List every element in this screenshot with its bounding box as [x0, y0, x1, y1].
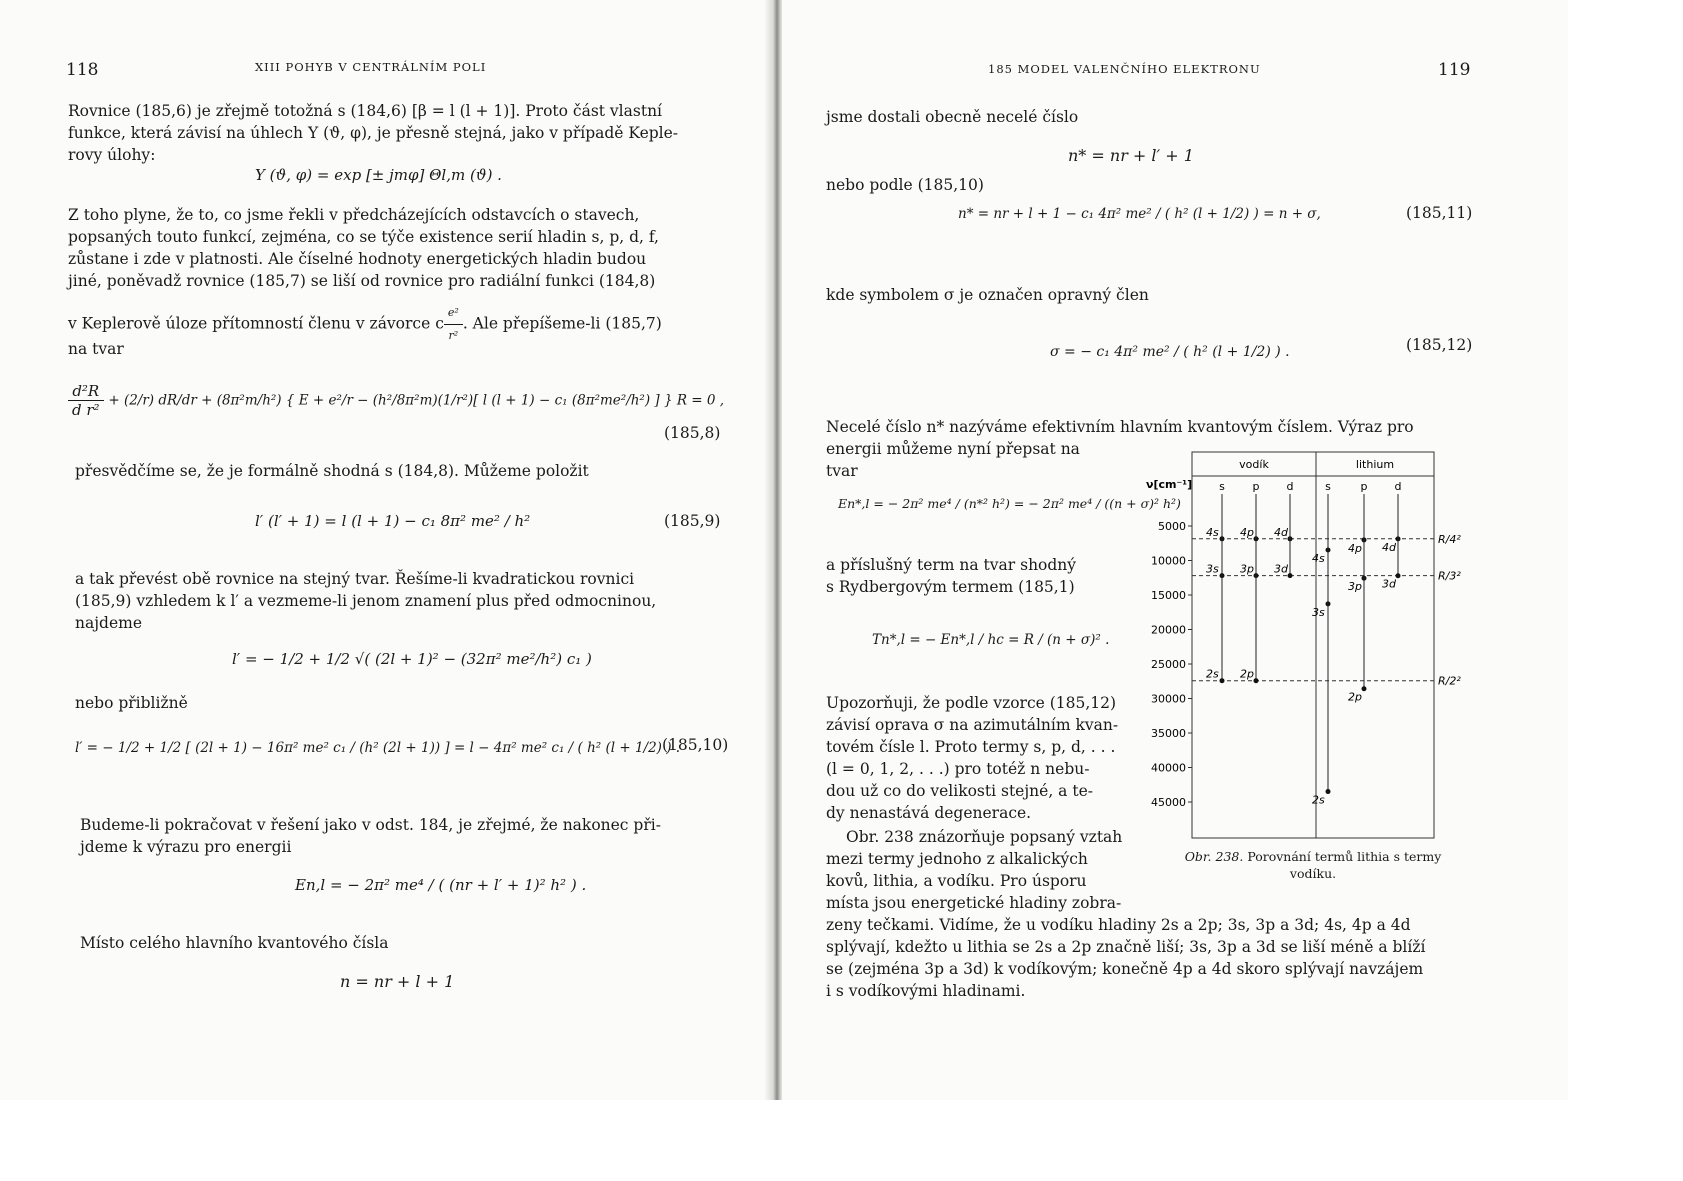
column-label-li-s: s [1325, 480, 1331, 493]
equation-number: (185,11) [1406, 204, 1473, 222]
paragraph-line: mezi termy jednoho z alkalických [826, 850, 1088, 868]
equation-term: Tn*,l = − En*,l / hc = R / (n + σ)² . [872, 632, 1110, 648]
paragraph-line: jiné, poněvadž rovnice (185,7) se liší od rovnice pro radiální funkci (184,8) [68, 272, 656, 290]
equation-Enstar: En*,l = − 2π² me⁴ / (n*² h²) = − 2π² me⁴ / ((n + σ)² h²) [838, 496, 1181, 511]
equation-number: (185,10) [662, 736, 729, 754]
axis-label: ν[cm⁻¹] [1146, 478, 1193, 491]
paragraph-line: Upozorňuji, že podle vzorce (185,12) [826, 694, 1117, 712]
page-number-right: 119 [1438, 60, 1471, 80]
paragraph-line: Rovnice (185,6) je zřejmě totožná s (184,6) [β = l (l + 1)]. Proto část vlastní [68, 102, 663, 120]
level-label-li-4s: 4s [1312, 551, 1325, 565]
paragraph-line: a příslušný term na tvar shodný [826, 556, 1077, 574]
level-markers [1206, 494, 1401, 807]
paragraph-line: dou už co do velikosti stejné, a te- [826, 782, 1093, 800]
level-label-h-3d: 3d [1274, 562, 1288, 576]
paragraph-line: popsaných touto funkcí, zejména, co se týče existence serií hladin s, p, d, f, [68, 228, 659, 246]
tick-label: 20000 [1151, 623, 1186, 637]
paragraph-line: a tak převést obě rovnice na stejný tvar. Řešíme-li kvadratickou rovnici [75, 570, 635, 588]
running-header-right: 185 MODEL VALENČNÍHO ELEKTRONU [988, 62, 1261, 76]
paragraph-line: funkce, která závisí na úhlech Y (ϑ, φ), je přesně stejná, jako v případě Keple- [68, 124, 679, 142]
paragraph-line: energii můžeme nyní přepsat na [826, 440, 1080, 458]
level-label-li-3p: 3p [1348, 580, 1362, 594]
left-page [0, 0, 772, 1100]
level-label-li-3d: 3d [1382, 577, 1396, 591]
paragraph-line: Místo celého hlavního kvantového čísla [80, 934, 389, 952]
paragraph-line: v Keplerově úloze přítomností členu v závorce c $\frac{\text{e²}}{\text{r²}}$ . Ale přepíšeme-li (185,7) [68, 302, 662, 347]
group-label-vodik: vodík [1239, 458, 1269, 471]
column-label-li-p: p [1360, 480, 1368, 493]
paragraph-line: tovém čísle l. Proto termy s, p, d, . . . [826, 738, 1116, 756]
tick-label: 10000 [1151, 554, 1186, 568]
paragraph-line: rovy úlohy: [68, 146, 156, 164]
level-label-right: R/4² [1438, 532, 1461, 546]
paragraph-line: zůstane i zde v platnosti. Ale číselné hodnoty energetických hladin budou [68, 250, 647, 268]
tick-label: 5000 [1158, 520, 1186, 533]
page-number-left: 118 [66, 60, 99, 80]
paragraph-line: Budeme-li pokračovat v řešení jako v odst. 184, je zřejmé, že nakonec při- [80, 816, 661, 834]
paragraph-line: (185,9) vzhledem k l′ a vezmeme-li jenom znamení plus před odmocninou, [75, 592, 657, 610]
level-label-li-2p: 2p [1348, 690, 1362, 704]
tick-label: 15000 [1151, 589, 1186, 602]
level-label-h-3s: 3s [1206, 562, 1219, 576]
equation-energy: En,l = − 2π² me⁴ / ( (nr + l′ + 1)² h² ) . [295, 876, 587, 894]
paragraph-line: (l = 0, 1, 2, . . .) pro totéž n nebu- [826, 760, 1090, 778]
level-dot [1362, 686, 1367, 691]
level-label-right: R/3² [1438, 569, 1461, 583]
equation-185-9: l′ (l′ + 1) = l (l + 1) − c₁ 8π² me² / h² [255, 512, 531, 530]
tick-label: 25000 [1151, 658, 1186, 671]
paragraph-line: Z toho plyne, že to, co jsme řekli v předcházejících odstavcích o stavech, [68, 206, 640, 224]
level-label-li-4d: 4d [1382, 540, 1396, 554]
column-labels [1219, 480, 1401, 493]
paragraph-line: jdeme k výrazu pro energii [80, 838, 292, 856]
equation-185-8: $\frac{\text{d²R}}{\text{d r²}}$ + (2/r) dR/dr + (8π²m/h²) { E + e²/r − (h²/8π²m)(1/r²)[ l (l + 1) − c₁ (8π²me²/h²) ] } R = 0 , [68, 382, 724, 419]
level-label-right: R/2² [1438, 674, 1461, 688]
figure-caption: Obr. 238. Porovnání termů lithia s termy vodíku. [1184, 849, 1442, 881]
level-label-h-4s: 4s [1206, 525, 1219, 539]
equation-n: n = nr + l + 1 [340, 972, 455, 991]
level-label-li-2s: 2s [1312, 793, 1325, 807]
paragraph-line: přesvědčíme se, že je formálně shodná s (184,8). Můžeme položit [75, 462, 589, 480]
equation-number: (185,12) [1406, 336, 1473, 354]
level-lines [1192, 533, 1461, 688]
column-label-h-p: p [1252, 480, 1260, 493]
level-label-h-4p: 4p [1240, 525, 1254, 539]
paragraph-line: splývají, kdežto u lithia se 2s a 2p značně liší; 3s, 3p a 3d se liší méně a blíží [826, 938, 1426, 956]
equation-number: (185,8) [664, 424, 721, 442]
paragraph-line: Necelé číslo n* nazýváme efektivním hlavním kvantovým číslem. Výraz pro [826, 418, 1414, 436]
equation-Y: Y (ϑ, φ) = exp [± jmφ] Θl,m (ϑ) . [255, 166, 502, 184]
paragraph-line: zeny tečkami. Vidíme, že u vodíku hladiny 2s a 2p; 3s, 3p a 3d; 4s, 4p a 4d [826, 916, 1411, 934]
running-header-left: XIII POHYB V CENTRÁLNÍM POLI [255, 60, 487, 74]
equation-number: (185,9) [664, 512, 721, 530]
equation-lprime: l′ = − 1/2 + 1/2 √( (2l + 1)² − (32π² me²/h²) c₁ ) [232, 650, 592, 668]
level-label-li-3s: 3s [1312, 605, 1325, 619]
paragraph-line: najdeme [75, 614, 142, 632]
paragraph-line: na tvar [68, 340, 124, 358]
level-dot [1254, 678, 1259, 683]
paragraph-line: závisí oprava σ na azimutálním kvan- [826, 716, 1119, 734]
tick-label: 45000 [1151, 796, 1186, 809]
paragraph-line: tvar [826, 462, 858, 480]
level-dot [1326, 789, 1331, 794]
column-label-h-s: s [1219, 480, 1225, 493]
equation-nstar: n* = nr + l′ + 1 [1068, 146, 1194, 165]
equation-185-10: l′ = − 1/2 + 1/2 [ (2l + 1) − 16π² me² c₁ / (h² (2l + 1)) ] = l − 4π² me² c₁ / ( h² (l + 1/2) ) . [75, 740, 681, 756]
paragraph-line: Obr. 238 znázorňuje popsaný vztah [846, 828, 1123, 846]
tick-label: 35000 [1151, 727, 1186, 740]
right-page [782, 0, 1568, 1100]
level-dot [1396, 573, 1401, 578]
column-label-li-d: d [1394, 480, 1402, 493]
axis-ticks [1151, 520, 1192, 809]
level-label-h-3p: 3p [1240, 562, 1254, 576]
level-dot [1288, 573, 1293, 578]
equation-185-12: σ = − c₁ 4π² me² / ( h² (l + 1/2) ) . [1050, 344, 1290, 360]
level-label-h-2s: 2s [1206, 667, 1219, 681]
energy-level-diagram [1142, 446, 1468, 844]
paragraph-line: kde symbolem σ je označen opravný člen [826, 286, 1149, 304]
paragraph-line: se (zejména 3p a 3d) k vodíkovým; konečně 4p a 4d skoro splývají navzájem [826, 960, 1424, 978]
tick-label: 40000 [1151, 761, 1186, 775]
group-label-lithium: lithium [1355, 458, 1395, 471]
level-label-h-4d: 4d [1274, 525, 1288, 539]
paragraph-line: dy nenastává degenerace. [826, 804, 1032, 822]
paragraph-line: i s vodíkovými hladinami. [826, 982, 1026, 1000]
paragraph-line: nebo přibližně [75, 694, 188, 712]
paragraph-line: s Rydbergovým termem (185,1) [826, 578, 1075, 596]
paragraph-line: kovů, lithia, a vodíku. Pro úsporu [826, 872, 1087, 890]
equation-185-11: n* = nr + l + 1 − c₁ 4π² me² / ( h² (l + 1/2) ) = n + σ, [958, 206, 1321, 222]
level-dot [1220, 678, 1225, 683]
level-label-li-4p: 4p [1348, 541, 1362, 555]
column-label-h-d: d [1286, 480, 1294, 493]
tick-label: 30000 [1151, 692, 1186, 706]
level-label-h-2p: 2p [1240, 667, 1254, 681]
paragraph-line: jsme dostali obecně necelé číslo [826, 108, 1079, 126]
paragraph-line: místa jsou energetické hladiny zobra- [826, 894, 1122, 912]
paragraph-line: nebo podle (185,10) [826, 176, 984, 194]
